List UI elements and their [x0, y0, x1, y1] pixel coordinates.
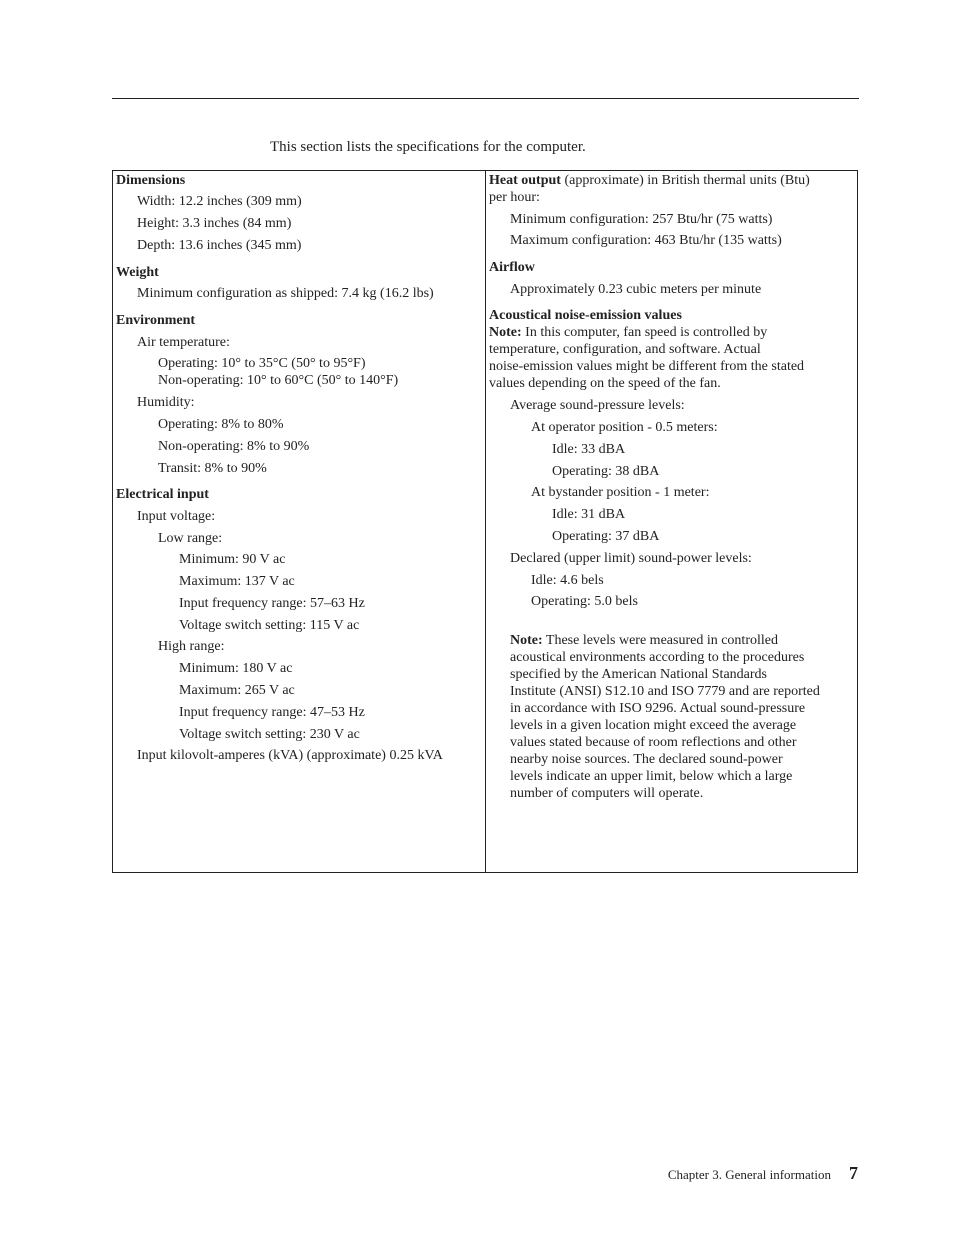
- operator-operating: Operating: 38 dBA: [552, 464, 660, 479]
- header-rule: [112, 98, 859, 99]
- humidity-transit: Transit: 8% to 90%: [158, 461, 267, 476]
- weight-minimum: Minimum configuration as shipped: 7.4 kg (16.2 lbs): [137, 286, 434, 301]
- temp-non-operating: Non-operating: 10° to 60°C (50° to 140°F): [158, 373, 399, 388]
- electrical-input-heading: Electrical input: [116, 487, 209, 502]
- low-range-switch-setting: Voltage switch setting: 115 V ac: [179, 618, 360, 633]
- fan-speed-note-line-1: Note: In this computer, fan speed is controlled by: [489, 325, 768, 340]
- environment-heading: Environment: [116, 313, 196, 328]
- measurement-note-line-1: Note: These levels were measured in controlled: [510, 633, 778, 648]
- airflow-heading: Airflow: [489, 260, 535, 275]
- heat-output-minimum: Minimum configuration: 257 Btu/hr (75 watts): [510, 212, 773, 227]
- weight-heading: Weight: [116, 265, 159, 280]
- measurement-note-line-8: nearby noise sources. The declared sound-power: [510, 752, 783, 767]
- average-sound-pressure-label: Average sound-pressure levels:: [510, 398, 685, 413]
- humidity-non-operating: Non-operating: 8% to 90%: [158, 439, 310, 454]
- heat-output-description-cont: per hour:: [489, 190, 540, 205]
- operator-position-label: At operator position - 0.5 meters:: [531, 420, 718, 435]
- operator-idle: Idle: 33 dBA: [552, 442, 626, 457]
- measurement-note-line-3: specified by the American National Standards: [510, 667, 767, 682]
- specifications-table: [112, 170, 858, 873]
- high-range-minimum: Minimum: 180 V ac: [179, 661, 293, 676]
- high-range-label: High range:: [158, 639, 225, 654]
- note-label: Note:: [489, 325, 522, 340]
- low-range-label: Low range:: [158, 531, 223, 546]
- high-range-switch-setting: Voltage switch setting: 230 V ac: [179, 727, 360, 742]
- low-range-minimum: Minimum: 90 V ac: [179, 552, 286, 567]
- chapter-title: Chapter 3. General information: [667, 1167, 831, 1182]
- measurement-note-line-6: levels in a given location might exceed the average: [510, 718, 797, 733]
- bystander-operating: Operating: 37 dBA: [552, 529, 660, 544]
- dimension-width: Width: 12.2 inches (309 mm): [137, 194, 302, 209]
- measurement-note-line-4: Institute (ANSI) S12.10 and ISO 7779 and are reported: [510, 684, 820, 699]
- heat-output-description: (approximate) in British thermal units (Btu): [560, 173, 810, 188]
- airflow-value: Approximately 0.23 cubic meters per minute: [510, 282, 762, 297]
- measurement-note-line-2: acoustical environments according to the procedures: [510, 650, 805, 665]
- dimensions-heading: Dimensions: [116, 173, 186, 188]
- sound-power-operating: Operating: 5.0 bels: [531, 594, 638, 609]
- input-voltage-label: Input voltage:: [137, 509, 216, 524]
- note-label: Note:: [510, 633, 543, 648]
- air-temperature-label: Air temperature:: [137, 335, 230, 350]
- page-number: 7: [849, 1163, 858, 1183]
- temp-operating: Operating: 10° to 35°C (50° to 95°F): [158, 356, 366, 371]
- acoustical-heading: Acoustical noise-emission values: [489, 308, 682, 323]
- low-range-frequency: Input frequency range: 57–63 Hz: [179, 596, 365, 611]
- fan-speed-note-line-4: values depending on the speed of the fan.: [489, 376, 721, 391]
- heat-output-heading: Heat output: [489, 173, 561, 188]
- sound-power-idle: Idle: 4.6 bels: [531, 573, 604, 588]
- heat-output-line: [489, 172, 810, 189]
- intro-text: This section lists the specifications for the computer.: [270, 139, 586, 155]
- high-range-frequency: Input frequency range: 47–53 Hz: [179, 705, 365, 720]
- page-footer: [668, 1163, 858, 1184]
- declared-sound-power-label: Declared (upper limit) sound-power levels:: [510, 551, 752, 566]
- low-range-maximum: Maximum: 137 V ac: [179, 574, 295, 589]
- heat-output-maximum: Maximum configuration: 463 Btu/hr (135 watts): [510, 233, 782, 248]
- dimension-depth: Depth: 13.6 inches (345 mm): [137, 238, 302, 253]
- input-kva: Input kilovolt-amperes (kVA) (approximate) 0.25 kVA: [137, 748, 443, 763]
- high-range-maximum: Maximum: 265 V ac: [179, 683, 295, 698]
- measurement-note-line-5: in accordance with ISO 9296. Actual sound-pressure: [510, 701, 806, 716]
- fan-speed-note-line-2: temperature, configuration, and software. Actual: [489, 342, 761, 357]
- measurement-note-line-9: levels indicate an upper limit, below which a large: [510, 769, 793, 784]
- specs-left-column: [113, 171, 486, 872]
- humidity-label: Humidity:: [137, 395, 195, 410]
- measurement-note-line-7: values stated because of room reflections and other: [510, 735, 797, 750]
- humidity-operating: Operating: 8% to 80%: [158, 417, 284, 432]
- fan-speed-note-line-3: noise-emission values might be different from the stated: [489, 359, 805, 374]
- measurement-note-line-10: number of computers will operate.: [510, 786, 704, 801]
- bystander-position-label: At bystander position - 1 meter:: [531, 485, 710, 500]
- bystander-idle: Idle: 31 dBA: [552, 507, 626, 522]
- specs-right-column: [486, 171, 857, 872]
- dimension-height: Height: 3.3 inches (84 mm): [137, 216, 292, 231]
